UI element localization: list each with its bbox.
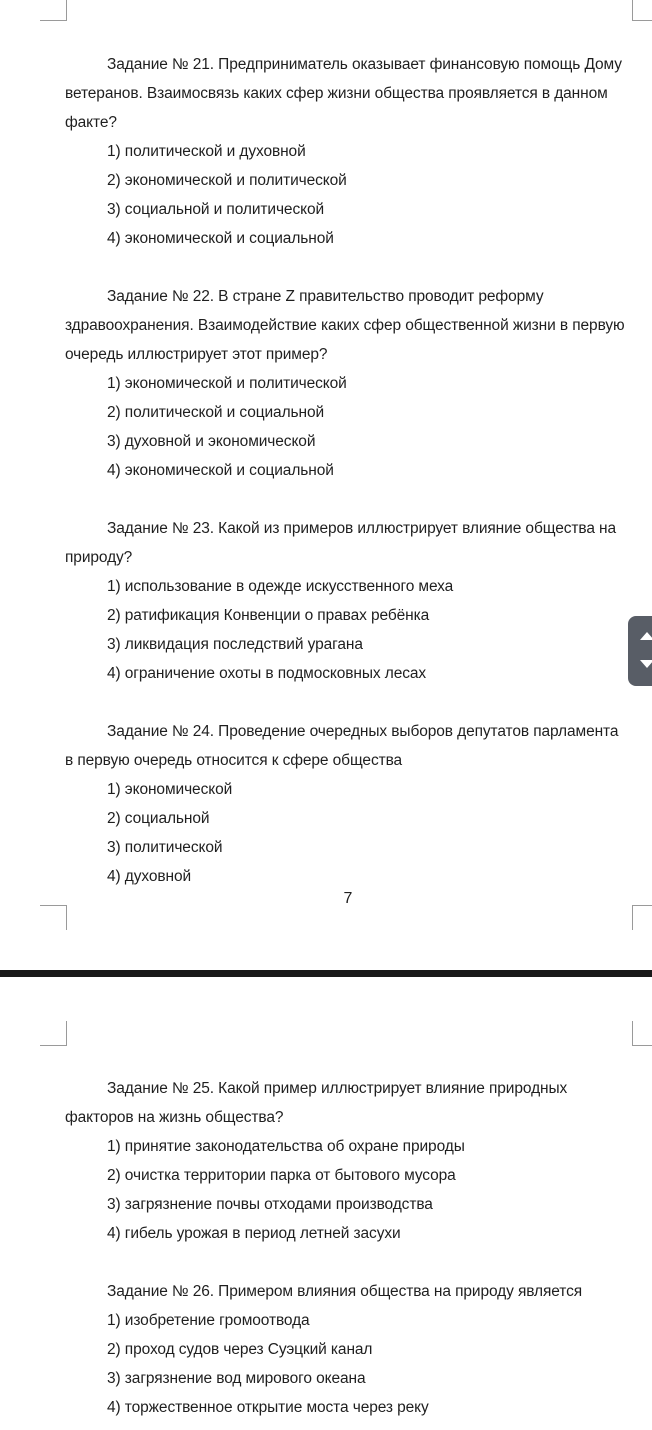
answer-option: 2) ратификация Конвенции о правах ребёнка [107,607,430,624]
answer-option: 4) экономической и социальной [107,462,334,479]
task-24 [65,717,625,891]
answer-option: 2) очистка территории парка от бытового мусора [107,1167,456,1184]
document-page-8 [0,977,652,1430]
answer-option: 3) политической [107,839,223,856]
answer-option: 3) ликвидация последствий урагана [107,636,363,653]
chevron-up-icon[interactable] [640,632,652,640]
answer-option: 1) изобретение громоотвода [107,1312,310,1329]
page-number: 7 [343,890,353,907]
answer-option: 1) экономической и политической [107,375,347,392]
answer-option: 1) политической и духовной [107,143,306,160]
task-question: Задание № 25. Какой пример иллюстрирует влияние природных факторов на жизнь общества? [65,1080,568,1126]
task-question: Задание № 21. Предприниматель оказывает финансовую помощь Дому ветеранов. Взаимосвязь каких сфер жизни общества проявляется в данном факте? [65,56,622,131]
answer-option: 4) духовной [107,868,192,885]
page-corner-mark [40,905,67,930]
answer-option: 4) ограничение охоты в подмосковных лесах [107,665,427,682]
answer-option: 3) духовной и экономической [107,433,316,450]
answer-option: 3) социальной и политической [107,201,325,218]
page-corner-mark [632,0,652,21]
page-corner-mark [632,1021,652,1046]
page-corner-mark [40,0,67,21]
task-25 [65,1074,625,1248]
answer-option: 4) гибель урожая в период летней засухи [107,1225,401,1242]
task-question: Задание № 24. Проведение очередных выборов депутатов парламента в первую очередь относится к сфере общества [65,723,619,769]
answer-option: 2) экономической и политической [107,172,347,189]
answer-option: 3) загрязнение вод мирового океана [107,1370,366,1387]
task-question: Задание № 26. Примером влияния общества на природу является [107,1283,583,1300]
task-23 [65,514,625,688]
task-question: Задание № 22. В стране Z правительство проводит реформу здравоохранения. Взаимодействие каких сфер общественной жизни в первую очередь иллюстрирует этот пример? [65,288,625,363]
page-scroll-widget[interactable] [628,616,652,686]
answer-option: 1) использование в одежде искусственного меха [107,578,454,595]
page-corner-mark [40,1021,67,1046]
task-26 [65,1277,625,1422]
answer-option: 1) экономической [107,781,233,798]
task-21 [65,50,625,253]
answer-option: 3) загрязнение почвы отходами производства [107,1196,433,1213]
answer-option: 2) социальной [107,810,210,827]
answer-option: 4) торжественное открытие моста через реку [107,1399,429,1416]
answer-option: 2) политической и социальной [107,404,325,421]
page-corner-mark [632,905,652,930]
task-22 [65,282,625,485]
answer-option: 4) экономической и социальной [107,230,334,247]
answer-option: 2) проход судов через Суэцкий канал [107,1341,373,1358]
chevron-down-icon[interactable] [640,660,652,668]
task-question: Задание № 23. Какой из примеров иллюстрирует влияние общества на природу? [65,520,617,566]
answer-option: 1) принятие законодательства об охране природы [107,1138,465,1155]
